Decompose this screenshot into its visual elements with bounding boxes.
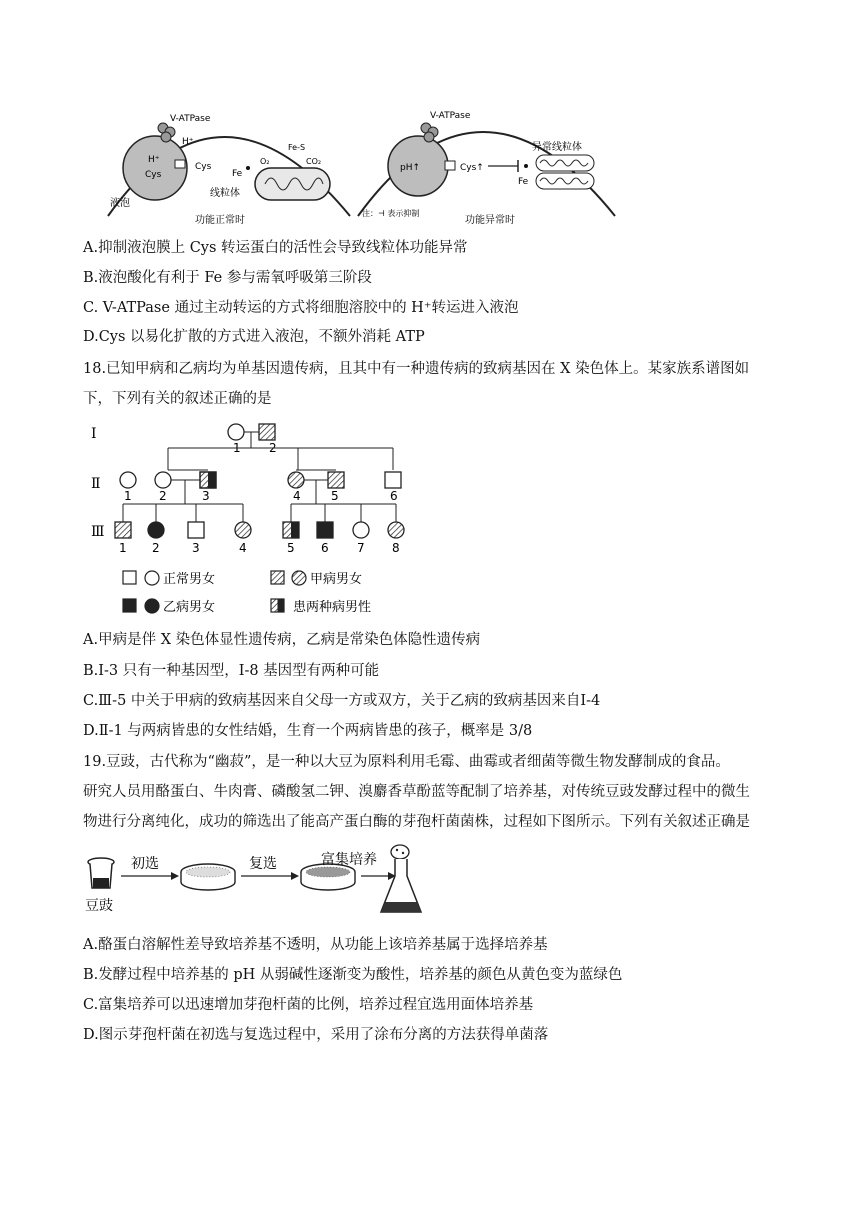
svg-text:6: 6 xyxy=(321,541,329,555)
vacuole-label: 液泡 xyxy=(110,198,130,209)
abnormal-mito-label: 异常线粒体 xyxy=(532,142,582,153)
svg-text:8: 8 xyxy=(392,541,400,555)
conical-flask-icon xyxy=(381,845,421,912)
q19-stem-line3: 物进行分离纯化，成功的筛选出了能高产蛋白酶的芽孢杆菌菌株，过程如下图所示。下列有关叙述正确是 xyxy=(83,814,750,830)
hplus-outside-label: H⁺ xyxy=(182,137,194,147)
cys-transporter-abnormal xyxy=(445,161,455,170)
fe-label-abnormal: Fe xyxy=(518,177,529,187)
gen-label-1: Ⅰ xyxy=(91,426,97,442)
o2-label: O₂ xyxy=(260,157,270,166)
q17-option-b: B.液泡酸化有利于 Fe 参与需氧呼吸第三阶段 xyxy=(83,270,372,286)
svg-text:5: 5 xyxy=(331,489,339,503)
mitochondrion-normal xyxy=(255,168,330,200)
legend-both: 患两种病男性 xyxy=(293,600,372,615)
cys-inside-label: Cys xyxy=(145,170,162,180)
svg-text:4: 4 xyxy=(239,541,247,555)
cys-transporter-normal xyxy=(175,160,185,168)
normal-caption: 功能正常时 xyxy=(195,215,245,226)
q17-option-a: A.抑制液泡膜上 Cys 转运蛋白的活性会导致线粒体功能异常 xyxy=(83,240,468,256)
source-label: 豆豉 xyxy=(85,898,113,914)
step1-label: 初选 xyxy=(131,856,159,872)
q18-option-b: B.Ⅰ-3 只有一种基因型，Ⅰ-8 基因型有两种可能 xyxy=(83,663,380,679)
q17-option-d: D.Cys 以易化扩散的方式进入液泡，不额外消耗 ATP xyxy=(83,329,425,345)
svg-text:3: 3 xyxy=(202,489,210,503)
hplus-inside-label: H⁺ xyxy=(148,155,160,165)
cys-up-label: Cys↑ xyxy=(460,163,484,173)
svg-text:2: 2 xyxy=(159,489,167,503)
svg-text:1: 1 xyxy=(233,441,241,455)
cys-outside-label: Cys xyxy=(195,162,212,172)
svg-text:5: 5 xyxy=(287,541,295,555)
step3-label: 富集培养 xyxy=(321,852,377,868)
legend-disease-b: 乙病男女 xyxy=(163,600,216,615)
q19-option-d: D.图示芽孢杆菌在初选与复选过程中，采用了涂布分离的方法获得单菌落 xyxy=(83,1027,549,1043)
q19-option-a: A.酪蛋白溶解性差导致培养基不透明，从功能上该培养基属于选择培养基 xyxy=(83,937,548,953)
q17-option-c: C. V-ATPase 通过主动转运的方式将细胞溶胶中的 H⁺转运进入液泡 xyxy=(83,300,519,316)
step2-label: 复选 xyxy=(249,856,277,872)
fe-label-normal: Fe xyxy=(232,169,243,179)
q18-stem-line1: 18.已知甲病和乙病均为单基因遗传病，且其中有一种遗传病的致病基因在 X 染色体上。某家族系谱图如 xyxy=(83,361,750,377)
svg-text:1: 1 xyxy=(119,541,127,555)
fes-label: Fe-S xyxy=(288,143,306,152)
abnormal-mitochondria xyxy=(536,155,594,189)
gen-label-2: Ⅱ xyxy=(91,476,101,492)
gen-label-3: Ⅲ xyxy=(91,524,105,540)
legend-disease-a: 甲病男女 xyxy=(310,572,363,587)
svg-text:1: 1 xyxy=(124,489,132,503)
douchi-jar-icon xyxy=(88,858,114,888)
co2-label: CO₂ xyxy=(306,157,322,166)
q19-option-b: B.发酵过程中培养基的 pH 从弱碱性逐渐变为酸性，培养基的颜色从黄色变为蓝绿色 xyxy=(83,967,623,983)
q18-stem-line2: 下，下列有关的叙述正确的是 xyxy=(83,391,272,407)
q18-option-a: A.甲病是伴 X 染色体显性遗传病，乙病是常染色体隐性遗传病 xyxy=(83,632,481,648)
v-atpase-label-abnormal: V-ATPase xyxy=(430,111,471,121)
pedigree-chart xyxy=(83,390,443,622)
screening-flow-diagram xyxy=(83,838,443,928)
inhibit-note: 注：⊣ 表示抑制 xyxy=(362,209,420,218)
petri-dish-1 xyxy=(181,864,235,890)
q19-stem-line1: 19.豆豉，古代称为“幽菽”，是一种以大豆为原料利用毛霉、曲霉或者细菌等微生物发酵制成的食品。 xyxy=(83,754,730,770)
q19-option-c: C.富集培养可以迅速增加芽孢杆菌的比例，培养过程宜选用面体培养基 xyxy=(83,997,534,1013)
svg-text:2: 2 xyxy=(152,541,160,555)
q18-option-d: D.Ⅱ-1 与两病皆患的女性结婚，生育一个两病皆患的孩子，概率是 3/8 xyxy=(83,723,533,739)
svg-text:4: 4 xyxy=(293,489,301,503)
svg-text:3: 3 xyxy=(192,541,200,555)
q18-option-c: C.Ⅲ-5 中关于甲病的致病基因来自父母一方或双方，关于乙病的致病基因来自Ⅰ-4 xyxy=(83,693,601,709)
abnormal-caption: 功能异常时 xyxy=(465,215,515,226)
legend-normal: 正常男女 xyxy=(163,572,216,587)
v-atpase-label-normal: V-ATPase xyxy=(170,114,211,124)
mito-label: 线粒体 xyxy=(210,188,240,199)
svg-text:7: 7 xyxy=(357,541,365,555)
q19-stem-line2: 研究人员用酪蛋白、牛肉膏、磷酸氢二钾、溴麝香草酚蓝等配制了培养基，对传统豆豉发酵过程中的微生 xyxy=(83,784,750,800)
svg-text:6: 6 xyxy=(390,489,398,503)
svg-text:2: 2 xyxy=(269,441,277,455)
ph-up-label: pH↑ xyxy=(400,163,421,173)
vacuole-diagram xyxy=(100,88,620,228)
